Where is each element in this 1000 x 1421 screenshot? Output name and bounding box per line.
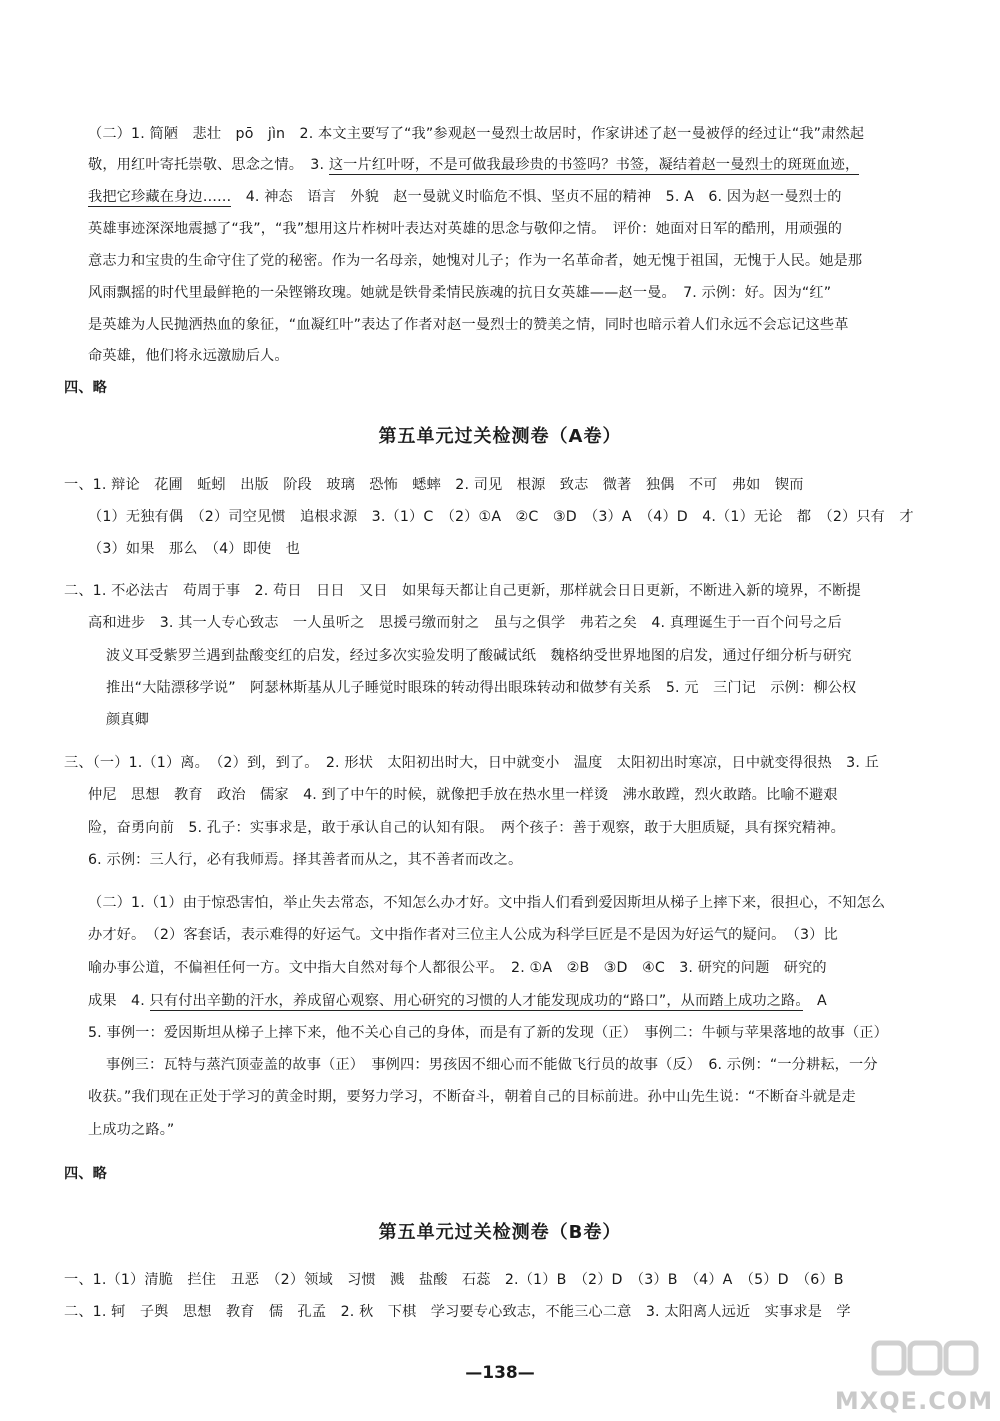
text-line: 二、1. 轲 子舆 思想 教育 儒 孔孟 2. 秋 下棋 学习要专心致志，不能三心二意 3. 太阳离人远近 实事求是 学 [64,1304,851,1320]
text-line: 一、1.（1）清脆 拦住 丑恶 （2）领域 习惯 溅 盐酸 石蕊 2.（1）B （2）D （3）B （4）A （5）D （6）B [64,1272,844,1288]
text-line [88,155,859,175]
text-line: 事例三：瓦特与蒸汽顶壶盖的故事（正） 事例四：男孩因不细心而不能做飞行员的故事（反） 6. 示例：“一分耕耘，一分 [106,1057,878,1073]
section-title-b: 第五单元过关检测卷（B卷） [378,1222,622,1243]
text-line: 英雄事迹深深地震撼了“我”，“我”想用这片柞树叶表达对英雄的思念与敬仰之情。 评价：她面对日军的酷刑，用顽强的 [88,221,843,237]
text-line: 办才好。 （2）客套话，表示难得的好运气。文中指作者对三位主人公成为科学巨匠是不是因为好运气的疑问。 （3）比 [88,927,838,943]
text-segment: A [802,993,827,1009]
underlined-answer: 只有付出辛勤的汗水，养成留心观察、用心研究的习惯的人才能发现成功的“路口”，从而踏上成功之路。 [149,993,803,1009]
text-line: 颜真卿 [106,712,150,728]
text-line: 6. 示例：三人行，必有我师焉。择其善者而从之，其不善者而改之。 [88,852,523,868]
text-line: 上成功之路。” [88,1122,175,1138]
watermark [834,1337,994,1415]
text-line: 推出“大陆漂移学说” 阿瑟林斯基从儿子睡觉时眼珠的转动得出眼珠转动和做梦有关系 5. 元 三门记 示例：柳公权 [106,680,857,696]
text-line: 喻办事公道，不偏袒任何一方。文中指大自然对每个人都很公平。 2. ①A ②B ③D ④C 3. 研究的问题 研究的 [88,960,827,976]
page-number: —138— [465,1363,535,1383]
text-segment: 成果 4. [88,993,150,1009]
text-line: （二）1.（1）由于惊恐害怕，举止失去常态，不知怎么办才好。文中指人们看到爱因斯坦从梯子上摔下来，很担心，不知怎么 [88,895,886,911]
text-line: 三、（一）1.（1）离。 （2）到，到了。 2. 形状 太阳初出时大，日中就变小 温度 太阳初出时寒凉，日中就变得很热 3. 丘 [64,755,880,771]
text-line: 收获。”我们现在正处于学习的黄金时期，要努力学习，不断奋斗，朝着自己的目标前进。孙中山先生说：“不断奋斗就是走 [88,1089,856,1105]
text-line: 一、1. 辩论 花圃 蚯蚓 出版 阶段 玻璃 恐怖 蟋蟀 2. 司见 根源 致志 微著 独偶 不可 弗如 锲而 [64,477,804,493]
watermark-text: MXQE.COM [834,1387,994,1415]
text-line: 波义耳受紫罗兰遇到盐酸变红的启发，经过多次实验发明了酸碱试纸 魏格纳受世界地图的启发，通过仔细分析与研究 [106,648,852,664]
text-line: （二）1. 简陋 悲壮 pō jìn 2. 本文主要写了“我”参观赵一曼烈士故居时，作家讲述了赵一曼被俘的经过让“我”肃然起 [88,126,865,142]
section-heading: 四、略 [64,1166,108,1182]
text-line: 是英雄为人民抛洒热血的象征，“血凝红叶”表达了作者对赵一曼烈士的赞美之情，同时也暗示着人们永远不会忘记这些革 [88,317,849,333]
text-line: 命英雄，他们将永远激励后人。 [88,348,289,364]
text-line: （3）如果 那么 （4）即使 也 [88,541,300,557]
text-line [88,187,842,207]
text-line: 高和进步 3. 其一人专心致志 一人虽听之 思援弓缴而射之 虽与之俱学 弗若之矣 4. 真理诞生于一百个问号之后 [88,615,842,631]
underlined-answer: 我把它珍藏在身边…… [88,189,232,205]
section-title-a: 第五单元过关检测卷（A卷） [378,426,622,447]
text-line: 二、1. 不必法古 苟周于事 2. 苟日 日日 又日 如果每天都让自己更新，那样就会日日更新，不断进入新的境界，不断提 [64,583,861,599]
text-line: 5. 事例一：爱因斯坦从梯子上摔下来，他不关心自己的身体，而是有了新的发现（正） 事例二：牛顿与苹果落地的故事（正） [88,1025,888,1041]
text-line: 意志力和宝贵的生命守住了党的秘密。作为一名母亲，她愧对儿子；作为一名革命者，她无愧于祖国，无愧于人民。她是那 [88,253,863,269]
text-line: 风雨飘摇的时代里最鲜艳的一朵铿锵玫瑰。她就是铁骨柔情民族魂的抗日女英雄——赵一曼。 7. 示例：好。因为“红” [88,285,832,301]
text-line [88,991,827,1011]
section-heading: 四、略 [64,380,108,396]
text-segment: 4. 神态 语言 外貌 赵一曼就义时临危不惧、坚贞不屈的精神 5. A 6. 因为赵一曼烈士的 [231,189,842,205]
underlined-answer: 这一片红叶呀，不是可做我最珍贵的书签吗？书签，凝结着赵一曼烈士的斑斑血迹， [328,157,860,173]
text-line: 险，奋勇向前 5. 孔子：实事求是，敢于承认自己的认知有限。 两个孩子：善于观察，敢于大胆质疑，具有探究精神。 [88,820,845,836]
text-line: 仲尼 思想 教育 政治 儒家 4. 到了中午的时候，就像把手放在热水里一样烫 沸水敢蹚，烈火敢踏。比喻不避艰 [88,787,838,803]
text-segment: 敬，用红叶寄托崇敬、思念之情。 3. [88,157,329,173]
text-line: （1）无独有偶 （2）司空见惯 追根求源 3.（1）C （2）①A ②C ③D （3）A （4）D 4.（1）无论 都 （2）只有 才 [88,509,914,525]
